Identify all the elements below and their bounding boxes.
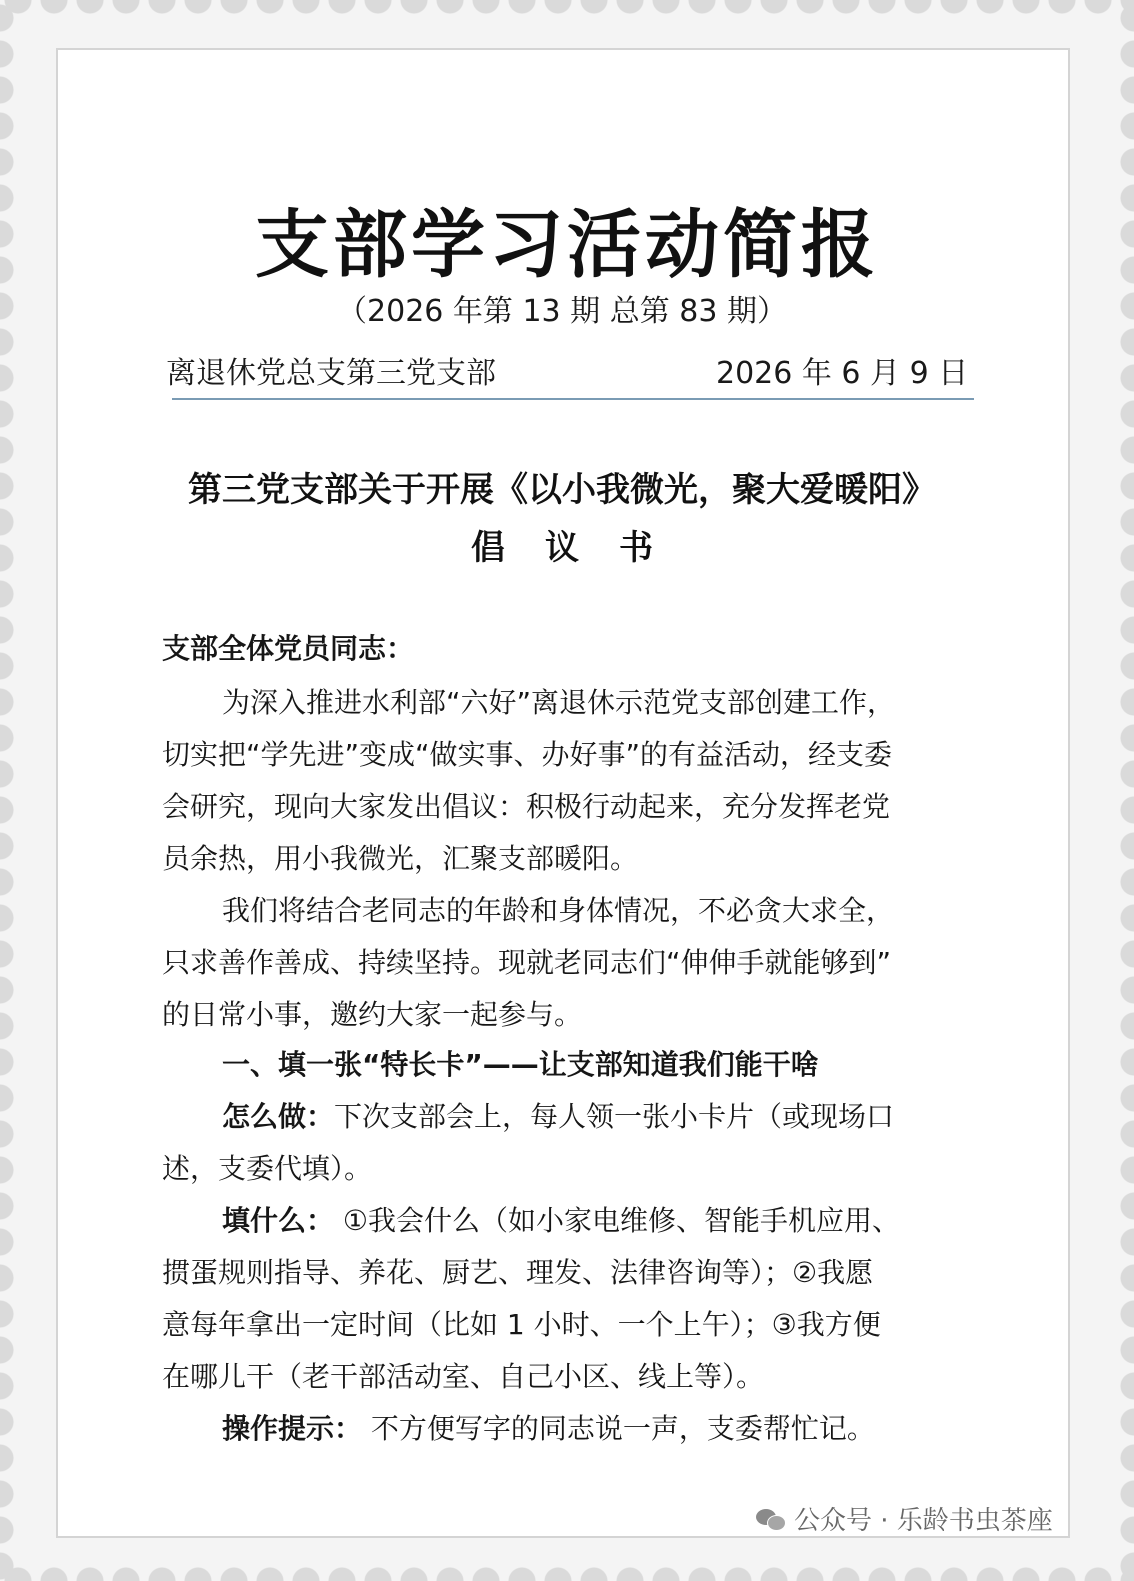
tip-text: 不方便写字的同志说一声，支委帮忙记。 [362, 1412, 875, 1445]
paragraph-line: 员余热，用小我微光，汇聚支部暖阳。 [162, 842, 639, 875]
perforation-bottom [0, 1545, 1134, 1581]
salutation: 支部全体党员同志： [162, 632, 415, 665]
paragraph-line: 切实把“学先进”变成“做实事、办好事”的有益活动，经支委 [162, 738, 893, 771]
watermark [756, 1500, 1053, 1537]
what-text: ①我会什么（如小家电维修、智能手机应用、 [334, 1204, 901, 1237]
tip-label: 操作提示： [222, 1412, 363, 1445]
issue-number: （2026 年第 13 期 总第 83 期） [337, 294, 787, 329]
wechat-icon [756, 1507, 786, 1531]
paragraph-line: 会研究，现向大家发出倡议：积极行动起来，充分发挥老党 [162, 790, 891, 823]
paragraph-line: 述，支委代填）。 [162, 1152, 373, 1185]
document-subtitle: 倡议书 [471, 528, 693, 568]
header-divider [172, 398, 974, 400]
how-text: 下次支部会上，每人领一张小卡片（或现场口 [334, 1100, 895, 1133]
paragraph-line: 的日常小事，邀约大家一起参与。 [162, 998, 583, 1031]
watermark-text: 公众号 · 乐龄书虫茶座 [794, 1506, 1053, 1536]
paragraph-line: 意每年拿出一定时间（比如 1 小时、一个上午）；③我方便 [162, 1308, 881, 1341]
paragraph-line: 为深入推进水利部“六好”离退休示范党支部创建工作， [222, 686, 896, 719]
paragraph-line: 在哪儿干（老干部活动室、自己小区、线上等）。 [162, 1360, 765, 1393]
what-label: 填什么： [222, 1204, 335, 1237]
bulletin-title: 支部学习活动简报 [255, 202, 879, 288]
paragraph-line: 我们将结合老同志的年龄和身体情况，不必贪大求全， [222, 894, 895, 927]
section-heading: 一、填一张“特长卡”——让支部知道我们能干啥 [222, 1048, 819, 1081]
how-row [222, 1100, 894, 1134]
tip-row [222, 1412, 875, 1446]
how-label: 怎么做： [222, 1100, 335, 1133]
paragraph-line: 只求善作善成、持续坚持。现就老同志们“伸伸手就能够到” [162, 946, 892, 979]
paragraph-line: 掼蛋规则指导、养花、厨艺、理发、法律咨询等）；②我愿 [162, 1256, 874, 1289]
organization-name: 离退休党总支第三党支部 [166, 356, 496, 391]
document-title: 第三党支部关于开展《以小我微光，聚大爱暖阳》 [188, 470, 936, 510]
what-row [222, 1204, 900, 1238]
publish-date: 2026 年 6 月 9 日 [716, 356, 969, 391]
perforation-top [0, 0, 1134, 36]
